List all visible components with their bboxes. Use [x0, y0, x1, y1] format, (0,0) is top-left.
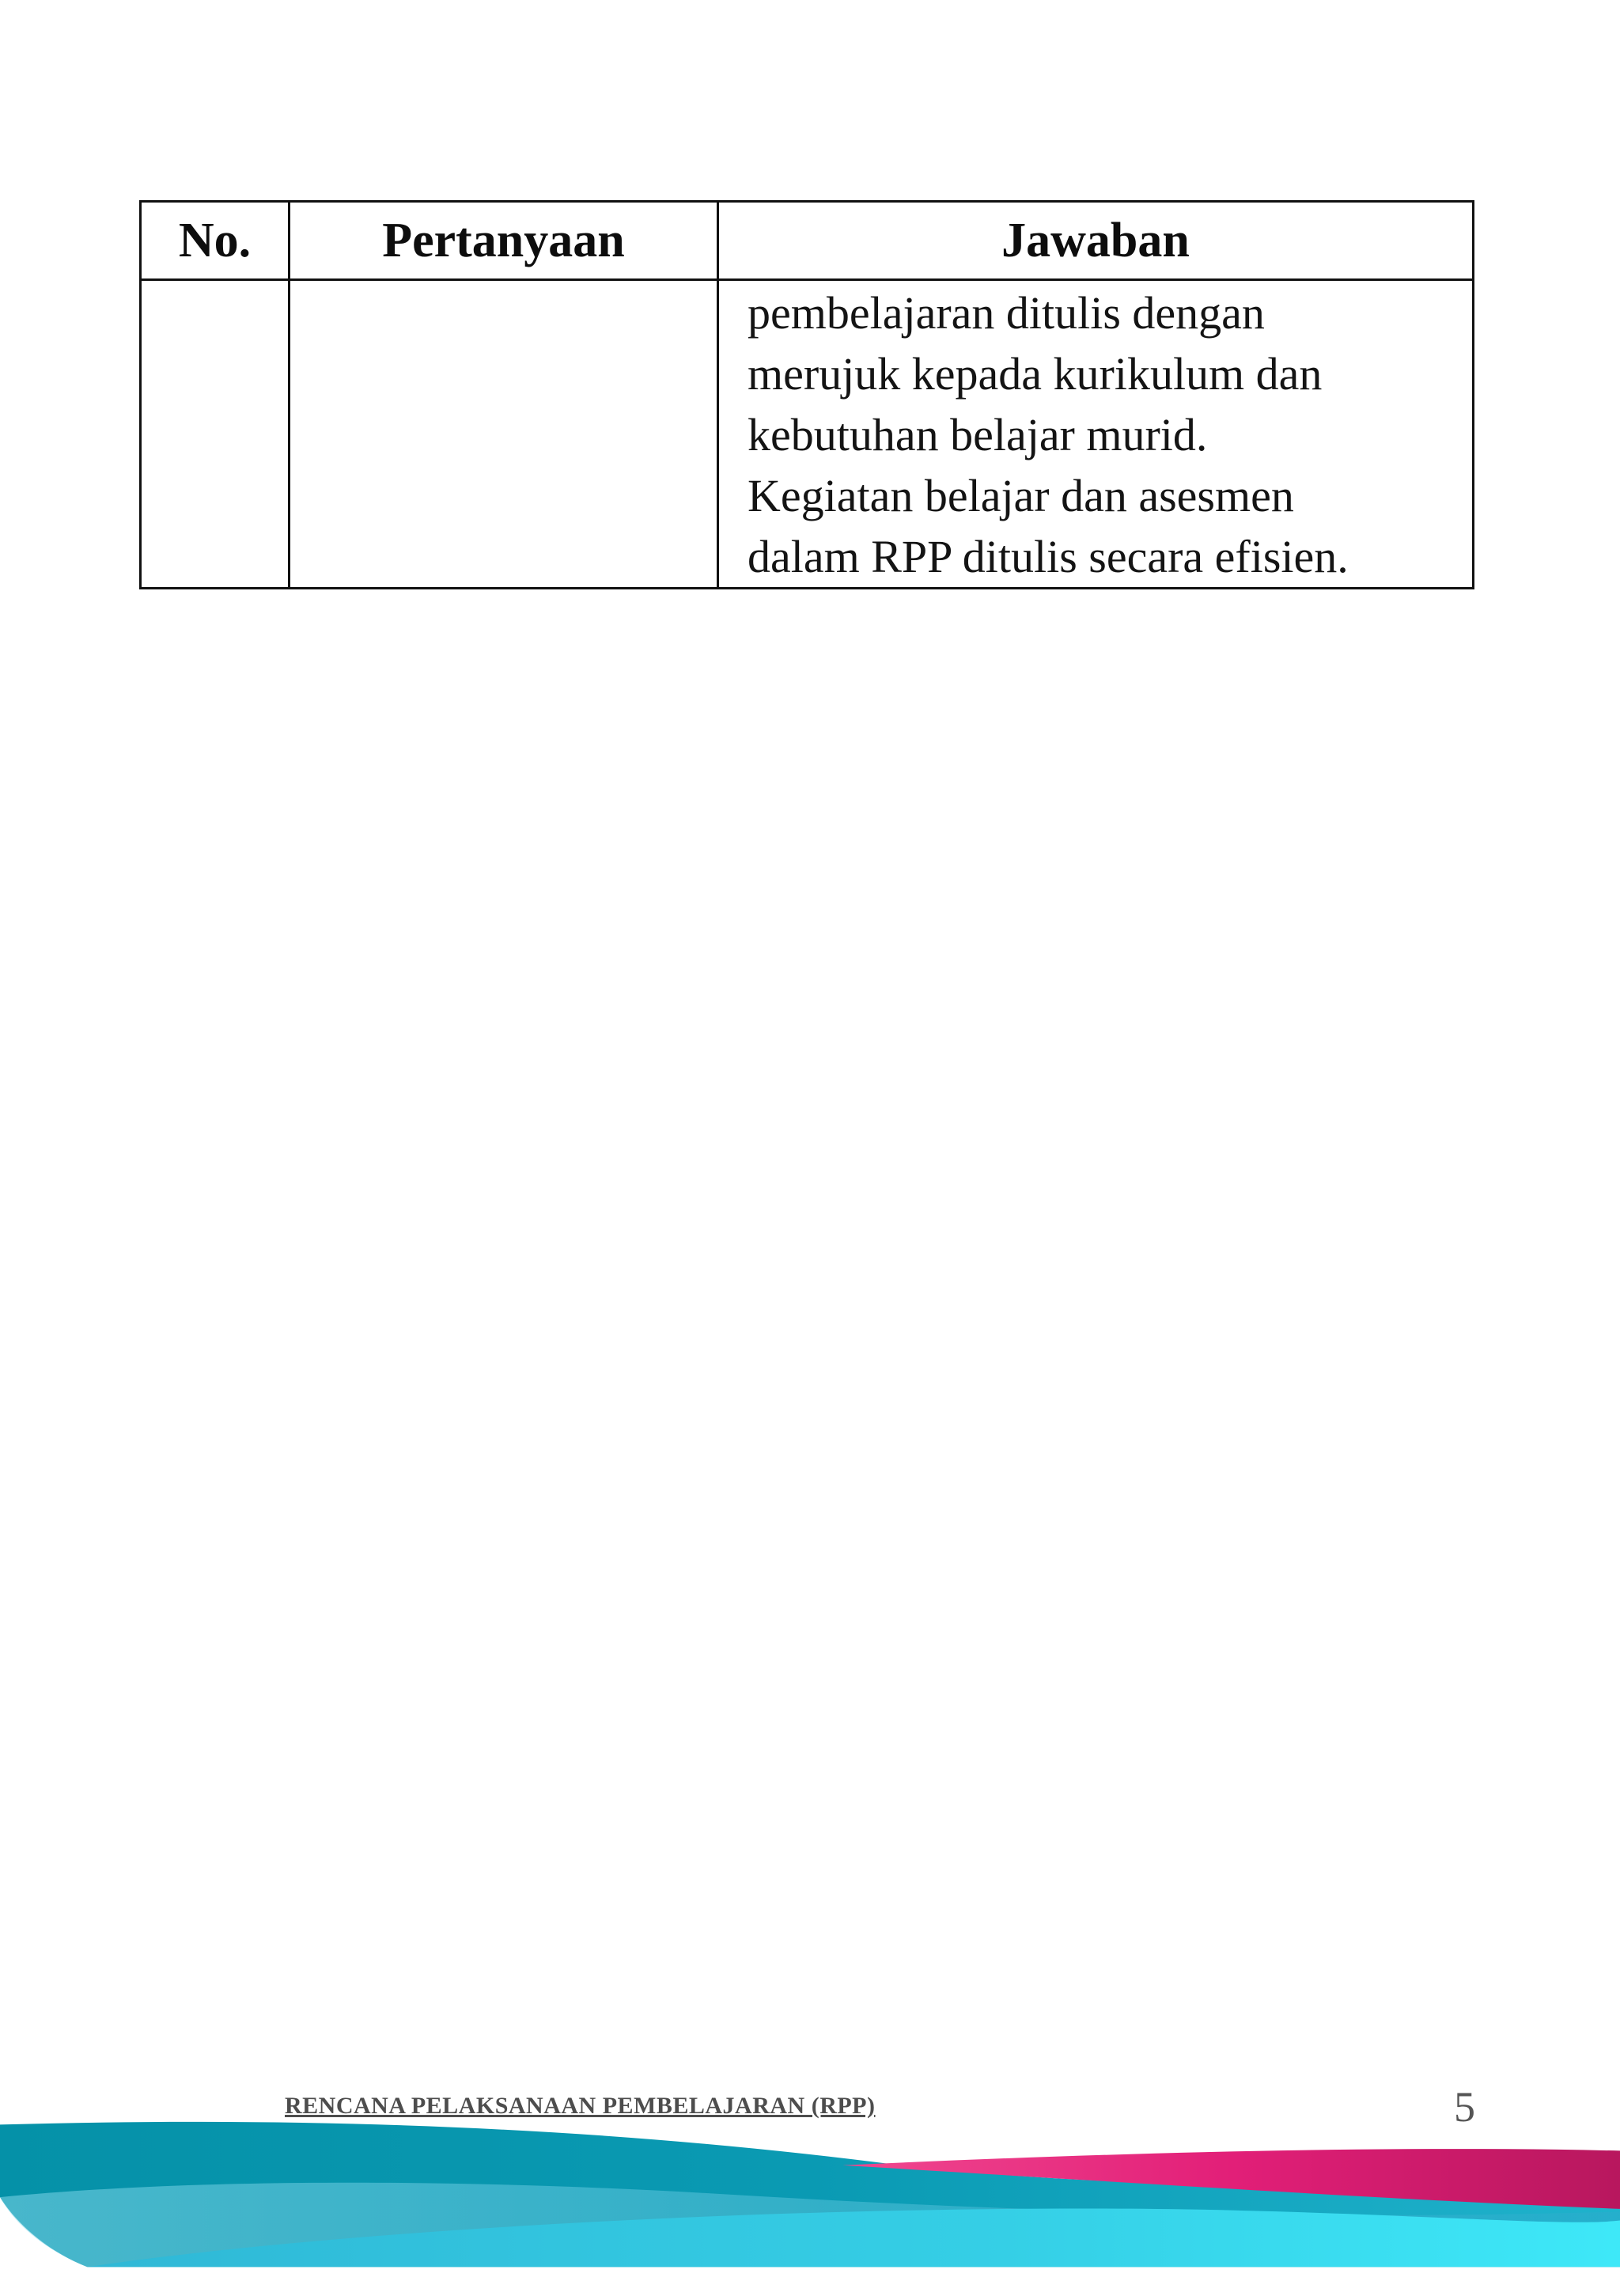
answer-line: Kegiatan belajar dan asesmen	[748, 470, 1294, 521]
page-number: 5	[1454, 2083, 1475, 2131]
header-no: No.	[141, 202, 290, 280]
cell-pertanyaan	[290, 280, 718, 589]
answer-line: dalam RPP ditulis secara efisien.	[748, 531, 1349, 582]
table-row	[141, 280, 1474, 589]
cell-jawaban	[718, 280, 1474, 589]
table-header	[141, 202, 1474, 280]
answer-line: pembelajaran ditulis dengan	[748, 287, 1265, 339]
answer-line: merujuk kepada kurikulum dan	[748, 348, 1323, 400]
cell-no	[141, 280, 290, 589]
table-header-row	[141, 202, 1474, 280]
answer-line: kebutuhan belajar murid.	[748, 409, 1208, 460]
header-pertanyaan: Pertanyaan	[290, 202, 718, 280]
qa-table	[139, 200, 1474, 589]
footer-wave-decoration	[0, 2093, 1620, 2296]
footer-title: RENCANA PELAKSANAAN PEMBELAJARAN (RPP)	[285, 2093, 876, 2119]
header-jawaban: Jawaban	[718, 202, 1474, 280]
